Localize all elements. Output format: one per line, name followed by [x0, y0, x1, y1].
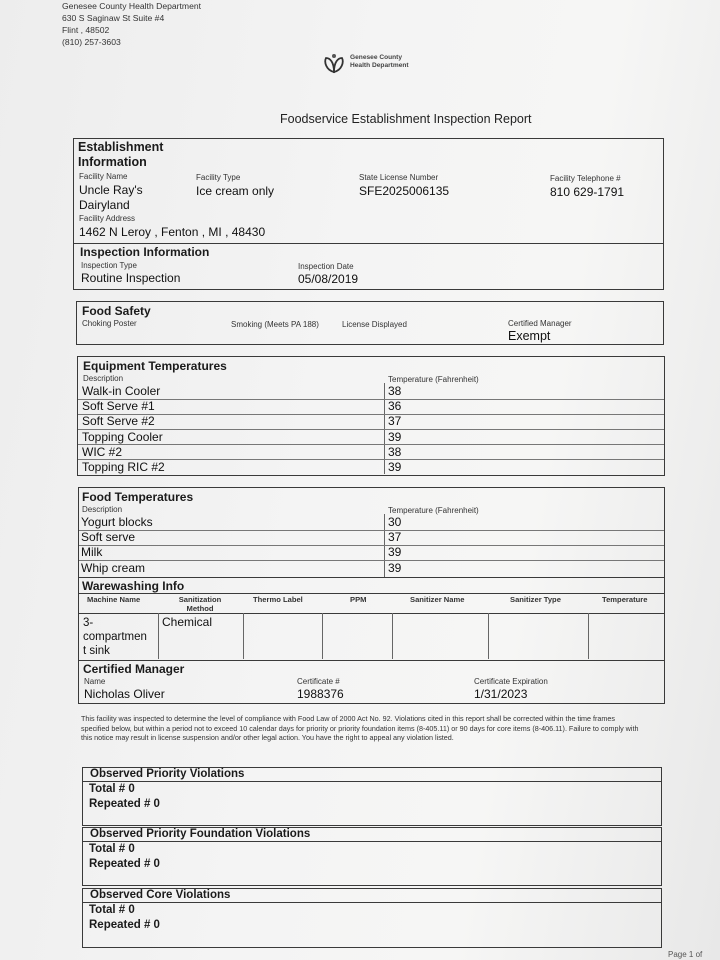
cert-number-label: Certificate #	[297, 677, 340, 686]
food-row-temp: 30	[388, 515, 402, 529]
food-row-divider	[79, 530, 664, 531]
violation-title: Observed Priority Violations	[90, 768, 245, 780]
food-row-name: Milk	[81, 545, 103, 560]
equipment-row-name: Topping RIC #2	[82, 460, 165, 474]
cert-manager-name: Nicholas Oliver	[84, 687, 165, 701]
facility-type: Ice cream only	[196, 184, 275, 198]
org-address-line2: Flint , 48502	[62, 25, 110, 35]
license-number: SFE2025006135	[359, 184, 450, 198]
facility-name-label: Facility Name	[79, 172, 128, 181]
cert-number: 1988376	[297, 687, 344, 701]
org-phone: (810) 257-3603	[62, 37, 121, 47]
org-address-block	[62, 0, 201, 48]
warewashing-header: Thermo Label	[253, 595, 303, 604]
equipment-row-temp: 39	[388, 460, 402, 474]
establishment-title: Establishment Information	[78, 140, 164, 169]
equipment-row-temp: 36	[388, 399, 402, 414]
org-name: Genesee County Health Department	[62, 1, 202, 11]
violation-title: Observed Priority Foundation Violations	[90, 828, 311, 840]
violation-title-divider	[82, 841, 662, 842]
facility-phone-label: Facility Telephone #	[550, 174, 621, 183]
health-dept-logo	[322, 50, 442, 80]
sanitization-method: Chemical	[162, 615, 213, 629]
choking-poster: Choking Poster	[82, 319, 137, 328]
food-row-temp: 39	[388, 545, 402, 560]
equipment-row-name: Soft Serve #2	[82, 414, 155, 429]
logo-leaf-icon	[322, 52, 346, 76]
logo-line1: Genesee County	[350, 54, 403, 61]
food-safety-title: Food Safety	[82, 304, 151, 318]
inspection-type-label: Inspection Type	[81, 261, 137, 270]
warewashing-title: Warewashing Info	[82, 579, 185, 593]
food-row-name: Soft serve	[81, 530, 136, 545]
food-temps-title: Food Temperatures	[82, 490, 194, 504]
facility-address-label: Facility Address	[79, 214, 136, 223]
warewashing-header: Machine Name	[87, 595, 141, 604]
facility-type-label: Facility Type	[196, 173, 241, 182]
warewashing-header: PPM	[350, 595, 367, 604]
food-row-divider	[79, 560, 664, 561]
equipment-row-temp: 39	[388, 429, 402, 444]
facility-phone: 810 629-1791	[550, 185, 625, 199]
equipment-row-temp: 38	[388, 444, 402, 459]
equipment-row-divider	[78, 399, 664, 400]
machine-name: 3- compartmen t sink	[83, 617, 147, 657]
inspection-title: Inspection Information	[80, 245, 210, 259]
equipment-desc-label: Description	[83, 374, 124, 383]
compliance-notice: This facility was inspected to determine the level of compliance with Food Law of 2000 Act No. 92. Violations cited in this report shall be corrected within the time frames specified below, but within a period not to exceed 10 calendar days for priority or priority foundation items (8-405.11) or 90 days for core items (8-406.11). Failure to comply with this notice may result in license suspension and/or other legal action. You have the right to appeal any violation listed.	[81, 714, 639, 742]
equipment-row-name: Soft Serve #1	[82, 399, 155, 414]
equipment-temps-title: Equipment Temperatures	[83, 359, 227, 373]
equipment-row-divider	[78, 414, 664, 415]
violation-repeated: Repeated # 0	[89, 919, 160, 931]
cert-name-label: Name	[84, 677, 106, 686]
violation-total: Total # 0	[89, 783, 135, 795]
equipment-row-name: Topping Cooler	[82, 429, 163, 444]
equipment-temp-label: Temperature (Fahrenheit)	[388, 375, 479, 384]
equipment-row-divider	[78, 444, 664, 445]
food-row-temp: 39	[388, 560, 402, 575]
report-title: Foodservice Establishment Inspection Report	[280, 112, 532, 126]
violation-title-divider	[82, 781, 662, 782]
inspection-date: 05/08/2019	[298, 272, 359, 286]
equipment-row-temp: 37	[388, 414, 402, 429]
certified-manager-value: Exempt	[508, 329, 551, 343]
cert-exp-label: Certificate Expiration	[474, 677, 548, 686]
food-row-name: Yogurt blocks	[81, 515, 153, 529]
food-row-temp: 37	[388, 530, 402, 545]
certified-manager-label: Certified Manager	[508, 319, 572, 328]
equipment-row-name: Walk-in Cooler	[82, 384, 161, 398]
equipment-row-temp: 38	[388, 384, 402, 398]
warewashing-header: Temperature	[602, 595, 648, 604]
equipment-row-name: WIC #2	[82, 444, 123, 459]
inspection-type: Routine Inspection	[81, 271, 181, 285]
inspection-date-label: Inspection Date	[298, 262, 354, 271]
license-label: State License Number	[359, 173, 439, 182]
facility-address: 1462 N Leroy , Fenton , MI , 48430	[79, 225, 266, 239]
food-row-name: Whip cream	[81, 560, 146, 575]
food-desc-label: Description	[82, 505, 123, 514]
violation-title-divider	[82, 902, 662, 903]
equipment-row-divider	[78, 459, 664, 460]
violation-total: Total # 0	[89, 843, 135, 855]
equipment-row-divider	[78, 429, 664, 430]
org-address-line1: 630 S Saginaw St Suite #4	[62, 13, 165, 23]
equipment-temps-section	[77, 356, 665, 476]
logo-line2: Health Department	[350, 62, 409, 69]
warewashing-header: Sanitizer Name	[410, 595, 465, 604]
warewashing-header: Sanitization Method	[178, 595, 222, 613]
violation-title: Observed Core Violations	[90, 889, 231, 901]
food-row-divider	[79, 545, 664, 546]
food-temp-label: Temperature (Fahrenheit)	[388, 506, 479, 515]
facility-name: Uncle Ray's Dairyland	[79, 183, 143, 212]
license-displayed: License Displayed	[342, 320, 407, 329]
violation-repeated: Repeated # 0	[89, 798, 160, 810]
cert-expiration: 1/31/2023	[474, 687, 528, 701]
warewashing-header: Sanitizer Type	[510, 595, 561, 604]
violation-total: Total # 0	[89, 904, 135, 916]
page-number: Page 1 of	[668, 950, 703, 959]
violation-repeated: Repeated # 0	[89, 858, 160, 870]
cert-manager-title: Certified Manager	[83, 662, 185, 676]
smoking-status: Smoking (Meets PA 188)	[231, 320, 319, 329]
